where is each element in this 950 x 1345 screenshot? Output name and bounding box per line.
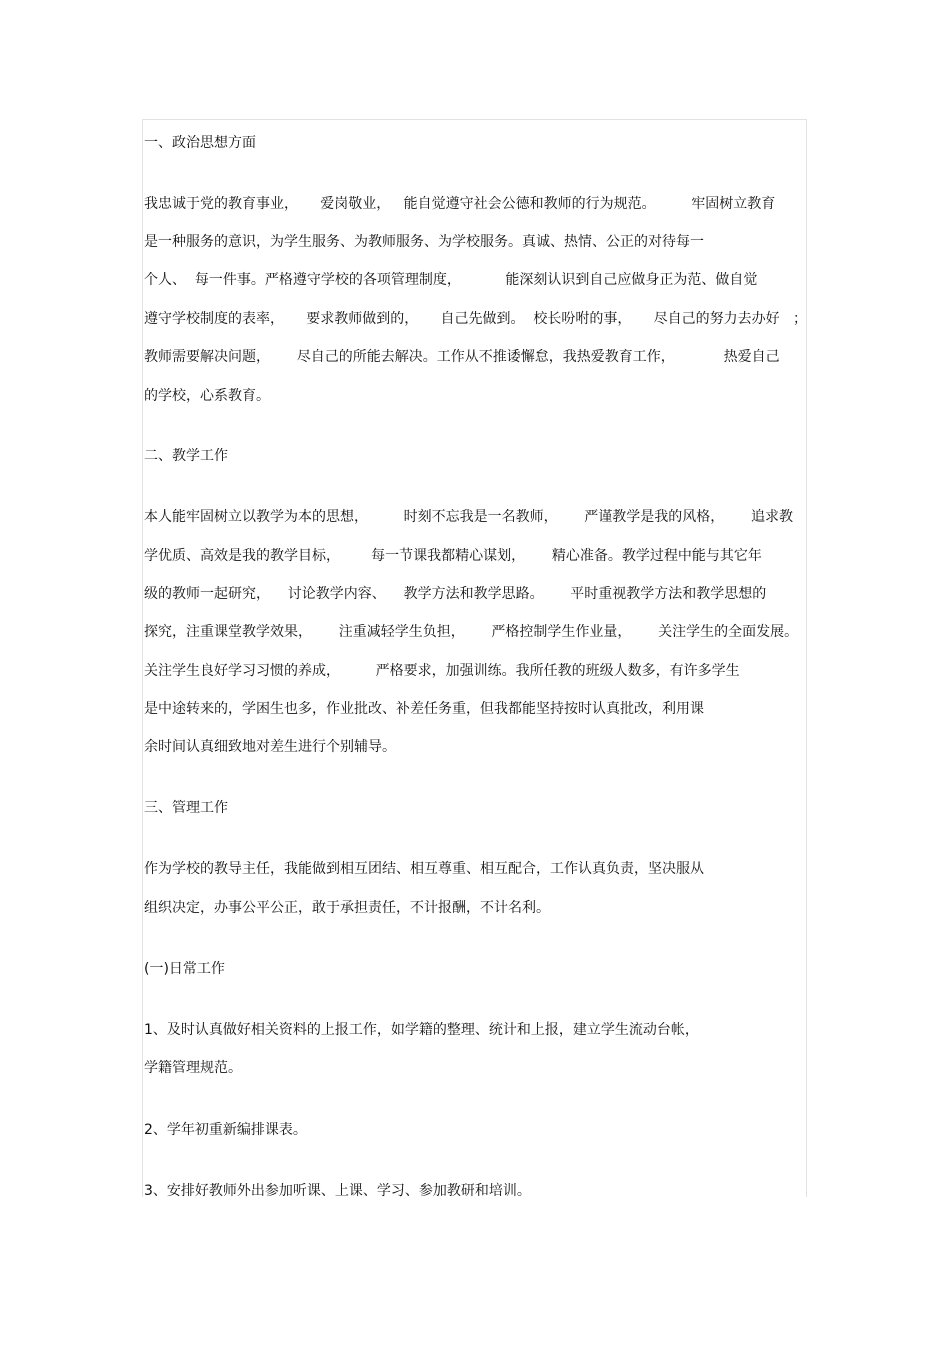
section-heading-politics: 一、政治思想方面 — [144, 135, 256, 151]
paragraph-line: 关注学生良好学习习惯的养成， 严格要求，加强训练。我所任教的班级人数多，有许多学生 — [144, 663, 740, 679]
paragraph-line: 作为学校的教导主任，我能做到相互团结、相互尊重、相互配合，工作认真负责，坚决服从 — [144, 861, 704, 877]
section-heading-teaching: 二、教学工作 — [144, 448, 228, 464]
paragraph-line: 级的教师一起研究， 讨论教学内容、 教学方法和教学思路。 平时重视教学方法和教学思想的 — [144, 586, 767, 602]
subsection-heading-daily-work: (一)日常工作 — [144, 961, 225, 977]
section-heading-management: 三、管理工作 — [144, 800, 228, 816]
paragraph-line: 组织决定，办事公平公正，敢于承担责任，不计报酬，不计名利。 — [144, 900, 550, 916]
paragraph-line: 的学校，心系教育。 — [144, 388, 270, 404]
paragraph-line: 是中途转来的，学困生也多，作业批改、补差任务重，但我都能坚持按时认真批改，利用课 — [144, 701, 704, 717]
paragraph-line: 余时间认真细致地对差生进行个别辅导。 — [144, 739, 396, 755]
list-item-continuation: 学籍管理规范。 — [144, 1060, 242, 1076]
list-item: 1、及时认真做好相关资料的上报工作，如学籍的整理、统计和上报，建立学生流动台帐， — [144, 1022, 699, 1038]
paragraph-line: 探究，注重课堂教学效果， 注重减轻学生负担， 严格控制学生作业量， 关注学生的全面发展。 — [144, 624, 799, 640]
paragraph-line: 教师需要解决问题， 尽自己的所能去解决。工作从不推诿懈怠，我热爱教育工作， 热爱自己 — [144, 349, 780, 365]
paragraph-line: 我忠诚于党的教育事业， 爱岗敬业， 能自觉遵守社会公德和教师的行为规范。 牢固树立教育 — [144, 196, 776, 212]
list-item: 2、学年初重新编排课表。 — [144, 1122, 307, 1138]
paragraph-line: 是一种服务的意识，为学生服务、为教师服务、为学校服务。真诚、热情、公正的对待每一 — [144, 234, 704, 250]
paragraph-line: 个人、 每一件事。严格遵守学校的各项管理制度， 能深刻认识到自己应做身正为范、做自觉 — [144, 272, 758, 288]
paragraph-line: 本人能牢固树立以教学为本的思想， 时刻不忘我是一名教师， 严谨教学是我的风格， 追求教 — [144, 509, 794, 525]
paragraph-line: 遵守学校制度的表率， 要求教师做到的， 自己先做到。 校长吩咐的事， 尽自己的努力去办好 ； — [144, 311, 808, 327]
list-item: 3、安排好教师外出参加听课、上课、学习、参加教研和培训。 — [144, 1183, 531, 1199]
paragraph-line: 学优质、高效是我的教学目标， 每一节课我都精心谋划， 精心准备。教学过程中能与其它年 — [144, 548, 762, 564]
